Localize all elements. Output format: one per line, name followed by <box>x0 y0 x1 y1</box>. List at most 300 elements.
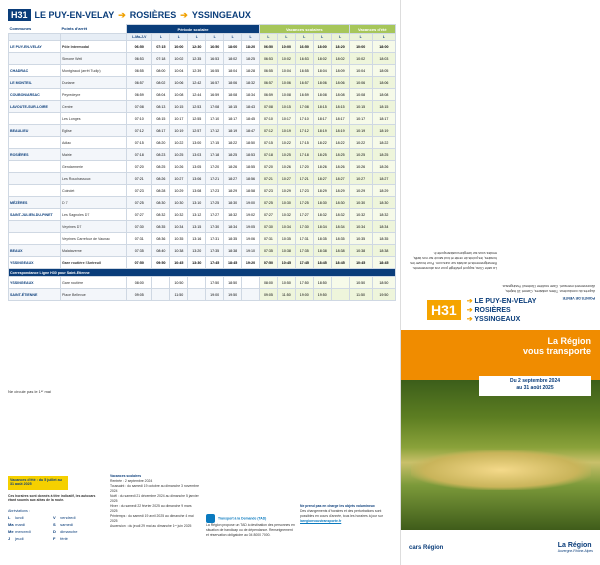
time-cell: 12:55 <box>188 113 206 125</box>
time-cell: 10:45 <box>349 257 372 269</box>
arrow-icon: ➔ <box>118 9 126 20</box>
stop-cell: Pôle Intermodal <box>61 41 127 53</box>
cars-region-logo: cars Région <box>409 544 444 551</box>
commune-cell: YSSINGEAUX <box>9 277 61 289</box>
time-cell <box>242 277 260 289</box>
time-cell: 18:34 <box>331 221 349 233</box>
time-cell: 18:47 <box>242 125 260 137</box>
day-header: L <box>170 34 188 41</box>
cover-footer <box>401 530 600 565</box>
validity-period <box>479 376 591 396</box>
table-row <box>9 173 396 185</box>
day-header: L <box>224 34 242 41</box>
time-cell: 18:26 <box>331 161 349 173</box>
date-line: Rentrée : 2 septembre 2024 <box>110 479 153 483</box>
time-cell: 18:08 <box>331 89 349 101</box>
time-cell: 18:30 <box>313 197 331 209</box>
commune-cell: LE MONTEIL <box>9 77 61 89</box>
time-cell: 07:15 <box>152 41 170 53</box>
time-cell: 18:22 <box>331 137 349 149</box>
time-cell: 10:25 <box>170 149 188 161</box>
time-cell: 16:53 <box>295 53 313 65</box>
time-cell: 18:08 <box>372 89 395 101</box>
time-cell: 18:38 <box>313 245 331 257</box>
time-cell: 19:05 <box>242 221 260 233</box>
time-cell: 17:12 <box>295 125 313 137</box>
stop-cell: Eglise <box>61 125 127 137</box>
day-header: L <box>277 34 295 41</box>
school-dates <box>110 474 200 529</box>
time-cell <box>331 289 349 301</box>
time-cell: 06:59 <box>127 89 152 101</box>
time-cell: 18:27 <box>331 173 349 185</box>
time-cell: 18:04 <box>224 65 242 77</box>
time-cell: 18:00 <box>224 41 242 53</box>
time-cell: 09:05 <box>127 289 152 301</box>
luggage-title: Ne prend pas en charge les objets volumineux <box>300 504 375 508</box>
commune-cell: CHADRAC <box>9 65 61 77</box>
banner-line1: La Région <box>547 336 591 346</box>
time-cell: 17:15 <box>295 137 313 149</box>
time-cell: 18:19 <box>331 125 349 137</box>
time-cell: 18:26 <box>313 161 331 173</box>
time-cell: 07:27 <box>127 209 152 221</box>
arrow-icon: ➔ <box>180 9 188 20</box>
day-header: L-Ma-J-V <box>127 34 152 41</box>
time-cell: 06:53 <box>127 53 152 65</box>
commune-cell: BEAULIEU <box>9 125 61 137</box>
time-cell: 18:32 <box>313 209 331 221</box>
time-cell <box>242 289 260 301</box>
time-cell: 18:53 <box>242 149 260 161</box>
table-row <box>9 53 396 65</box>
time-cell: 17:50 <box>206 277 224 289</box>
time-cell: 13:10 <box>188 197 206 209</box>
time-cell: 10:27 <box>277 173 295 185</box>
time-cell: 10:35 <box>277 233 295 245</box>
stop-cell: Montgiraud (arrêt Tudip) <box>61 65 127 77</box>
time-cell: 10:38 <box>170 245 188 257</box>
commune-cell <box>9 173 61 185</box>
time-cell: 07:31 <box>259 233 277 245</box>
stop-cell: Veyrines D7 <box>61 221 127 233</box>
commune-cell <box>9 161 61 173</box>
time-cell: 06:57 <box>259 77 277 89</box>
time-cell: 10:19 <box>277 125 295 137</box>
luggage-text: Des changements d'horaires et des perturbations sont possibles en cours d'année, tous les horaires à jour sur <box>300 509 383 518</box>
time-cell: 17:20 <box>206 161 224 173</box>
col-communes: Communes <box>9 25 61 34</box>
legend-item: S samedi <box>53 522 74 527</box>
group-summer: Vacances d'été <box>349 25 395 34</box>
period-start: Du 2 septembre 2024 <box>509 378 561 384</box>
table-row <box>9 113 396 125</box>
time-cell: 07:08 <box>127 101 152 113</box>
time-cell: 10:04 <box>349 65 372 77</box>
stop-cell: Simone Weil <box>61 53 127 65</box>
time-cell: 18:15 <box>331 101 349 113</box>
time-cell: 10:50 <box>170 277 188 289</box>
time-cell: 17:21 <box>295 173 313 185</box>
group-school: Période scolaire <box>127 25 260 34</box>
commune-cell: LE PUY-EN-VELAY <box>9 41 61 53</box>
table-row <box>9 65 396 77</box>
time-cell: 18:00 <box>372 41 395 53</box>
time-cell: 18:19 <box>224 125 242 137</box>
time-cell: 18:32 <box>372 209 395 221</box>
cover-l1: LE PUY-EN-VELAY <box>474 297 537 305</box>
day-header: L <box>349 34 372 41</box>
time-cell: 18:27 <box>224 173 242 185</box>
time-cell: 18:32 <box>331 209 349 221</box>
time-cell: 17:20 <box>295 161 313 173</box>
footnote: Ne circule pas le 1ᵉʳ mai <box>8 389 51 394</box>
time-cell: 10:22 <box>277 137 295 149</box>
time-cell: 19:50 <box>372 289 395 301</box>
time-cell: 07:25 <box>259 197 277 209</box>
stop-cell: Centre <box>61 101 127 113</box>
commune-cell <box>9 221 61 233</box>
time-cell: 18:35 <box>331 233 349 245</box>
time-cell: 17:18 <box>206 149 224 161</box>
time-cell: 08:13 <box>152 101 170 113</box>
legend-item: V vendredi <box>53 515 76 520</box>
landscape-photo <box>401 380 600 530</box>
time-cell: 18:45 <box>242 113 260 125</box>
time-cell: 18:22 <box>313 137 331 149</box>
time-cell: 18:50 <box>313 277 331 289</box>
day-header: L <box>313 34 331 41</box>
banner-line2: vous transporte <box>522 346 591 356</box>
time-cell: 10:35 <box>170 233 188 245</box>
day-header: L <box>242 34 260 41</box>
time-cell: 06:57 <box>127 77 152 89</box>
time-cell: 10:34 <box>277 221 295 233</box>
header <box>8 8 251 22</box>
time-cell: 18:00 <box>313 41 331 53</box>
time-cell <box>152 289 170 301</box>
commune-cell: YSSINGEAUX <box>9 257 61 269</box>
time-cell: 07:08 <box>259 101 277 113</box>
time-cell: 09:05 <box>259 289 277 301</box>
time-cell: 10:29 <box>170 185 188 197</box>
time-cell: 10:30 <box>170 197 188 209</box>
time-cell: 12:39 <box>188 65 206 77</box>
time-cell: 18:43 <box>242 101 260 113</box>
time-cell: 19:00 <box>242 197 260 209</box>
time-cell: 08:36 <box>152 233 170 245</box>
date-line: Hiver : du samedi 22 février 2025 au dimanche 9 mars 2025 <box>110 504 192 513</box>
group-holidays: Vacances scolaires <box>259 25 349 34</box>
time-cell: 10:17 <box>349 113 372 125</box>
time-cell: 18:45 <box>372 257 395 269</box>
time-cell: 18:15 <box>313 101 331 113</box>
time-cell: 18:50 <box>372 277 395 289</box>
time-cell: 08:00 <box>259 277 277 289</box>
time-cell: 18:02 <box>331 53 349 65</box>
time-cell: 08:15 <box>152 113 170 125</box>
time-cell: 10:25 <box>277 149 295 161</box>
time-cell: 07:50 <box>259 257 277 269</box>
time-cell: 10:32 <box>170 209 188 221</box>
time-cell: 10:19 <box>170 125 188 137</box>
time-cell: 07:10 <box>127 113 152 125</box>
time-cell: 10:04 <box>170 65 188 77</box>
time-cell: 18:35 <box>313 233 331 245</box>
time-cell: 10:29 <box>349 185 372 197</box>
cover-page <box>400 0 600 565</box>
stop-cell: Gendarmerie <box>61 161 127 173</box>
table-row <box>9 209 396 221</box>
commune-cell <box>9 113 61 125</box>
time-cell: 17:35 <box>206 245 224 257</box>
time-cell: 07:35 <box>259 245 277 257</box>
time-cell: 10:00 <box>277 41 295 53</box>
time-cell: 18:58 <box>242 185 260 197</box>
stop-cell: Veyrines Carrefour de Vaunac <box>61 233 127 245</box>
commune-cell: LAVOUTE-SUR-LOIRE <box>9 101 61 113</box>
time-cell: 13:12 <box>188 209 206 221</box>
time-cell: 18:22 <box>372 137 395 149</box>
time-cell: 17:25 <box>295 197 313 209</box>
col-points: Points d'arrêt <box>61 25 127 34</box>
time-cell: 16:59 <box>295 89 313 101</box>
time-cell: 18:50 <box>224 277 242 289</box>
time-cell: 07:23 <box>127 185 152 197</box>
time-cell: 10:08 <box>349 89 372 101</box>
day-header: L <box>188 34 206 41</box>
day-header: L <box>206 34 224 41</box>
header-to: YSSINGEAUX <box>191 10 251 20</box>
time-cell: 17:25 <box>206 197 224 209</box>
time-cell: 18:05 <box>372 65 395 77</box>
time-cell: 10:00 <box>170 41 188 53</box>
time-cell: 18:15 <box>372 101 395 113</box>
time-cell: 19:10 <box>242 245 260 257</box>
time-cell: 07:15 <box>127 137 152 149</box>
time-cell: 18:17 <box>331 113 349 125</box>
time-cell: 18:02 <box>313 53 331 65</box>
time-cell: 18:06 <box>313 77 331 89</box>
time-cell: 18:26 <box>224 161 242 173</box>
stop-cell: Duriane <box>61 77 127 89</box>
time-cell: 18:30 <box>372 197 395 209</box>
time-cell: 10:06 <box>277 77 295 89</box>
time-cell: 07:35 <box>127 245 152 257</box>
time-cell: 07:12 <box>259 125 277 137</box>
time-cell: 18:29 <box>372 185 395 197</box>
time-cell: 10:26 <box>277 161 295 173</box>
time-cell: 18:09 <box>331 65 349 77</box>
time-cell: 18:27 <box>372 173 395 185</box>
table-row <box>9 289 396 301</box>
time-cell: 10:34 <box>170 221 188 233</box>
time-cell: 10:30 <box>277 197 295 209</box>
cover-l3: YSSINGEAUX <box>474 315 521 323</box>
website-link[interactable]: laregionvoustransporte.fr <box>300 519 342 523</box>
time-cell: 10:08 <box>277 89 295 101</box>
time-cell: 19:00 <box>295 289 313 301</box>
time-cell: 06:55 <box>259 65 277 77</box>
time-cell: 10:15 <box>170 101 188 113</box>
time-cell: 08:40 <box>152 245 170 257</box>
time-cell: 19:06 <box>242 233 260 245</box>
time-cell: 10:25 <box>349 149 372 161</box>
time-cell: 10:50 <box>277 277 295 289</box>
time-cell: 17:21 <box>206 173 224 185</box>
stop-cell: Place Bellevue <box>61 289 127 301</box>
time-cell: 10:32 <box>277 209 295 221</box>
time-cell: 10:26 <box>170 161 188 173</box>
time-cell: 13:20 <box>188 245 206 257</box>
time-cell: 19:20 <box>242 257 260 269</box>
time-cell: 18:38 <box>372 245 395 257</box>
time-cell: 18:45 <box>331 257 349 269</box>
time-cell: 13:03 <box>188 149 206 161</box>
line-badge: H31 <box>8 9 31 21</box>
time-cell: 10:32 <box>349 209 372 221</box>
time-cell: 10:06 <box>349 77 372 89</box>
day-header: L <box>372 34 395 41</box>
time-cell: 17:23 <box>206 185 224 197</box>
time-cell: 10:15 <box>349 101 372 113</box>
time-cell: 18:45 <box>224 257 242 269</box>
region-logo-text: La Région <box>557 542 592 549</box>
time-cell: 18:25 <box>331 149 349 161</box>
time-cell: 10:17 <box>277 113 295 125</box>
oura-info: La carte Oùra, support privilégié pour vos abonnements. Renseignements et achats sur oura.com. Pour trouver les horaires, les points de vente et tout savoir sur nos tarifs, rendez-vous sur laregionvoustransporte.fr. <box>410 251 497 270</box>
time-cell: 07:10 <box>259 113 277 125</box>
time-cell: 18:17 <box>224 113 242 125</box>
time-cell <box>331 277 349 289</box>
time-cell: 11:50 <box>277 289 295 301</box>
period-end: au 31 août 2025 <box>516 385 554 391</box>
time-cell: 18:19 <box>372 125 395 137</box>
time-cell: 17:18 <box>295 149 313 161</box>
table-row <box>9 197 396 209</box>
table-row <box>9 245 396 257</box>
time-cell: 10:50 <box>349 277 372 289</box>
time-cell: 08:26 <box>152 173 170 185</box>
time-cell: 18:25 <box>313 149 331 161</box>
time-cell: 18:30 <box>331 197 349 209</box>
time-cell: 18:06 <box>331 77 349 89</box>
time-cell: 18:34 <box>224 221 242 233</box>
time-cell: 18:17 <box>372 113 395 125</box>
tad-text: La Région propose un TAD à destination des personnes en situation de handicap ou de dépendance. Renseignement et réservation obligatoire au 04 8000 7000. <box>206 523 295 537</box>
time-cell: 10:26 <box>349 161 372 173</box>
time-cell: 18:34 <box>313 221 331 233</box>
correspondence-title: Correspondance Ligne H30 pour Saint-Etienne <box>9 269 396 277</box>
time-cell: 17:27 <box>206 209 224 221</box>
date-line: Toussaint : du samedi 19 octobre au dimanche 3 novembre 2024 <box>110 484 199 493</box>
time-cell: 07:27 <box>259 209 277 221</box>
time-cell: 08:23 <box>152 149 170 161</box>
timetable <box>8 24 396 301</box>
time-cell: 16:55 <box>206 65 224 77</box>
time-cell: 07:20 <box>259 161 277 173</box>
time-cell: 10:45 <box>277 257 295 269</box>
time-cell: 07:18 <box>259 149 277 161</box>
time-cell: 16:59 <box>206 89 224 101</box>
time-cell: 16:57 <box>206 77 224 89</box>
time-cell: 10:38 <box>349 245 372 257</box>
table-row <box>9 277 396 289</box>
time-cell: 17:10 <box>295 113 313 125</box>
commune-cell <box>9 137 61 149</box>
time-cell: 18:20 <box>331 41 349 53</box>
time-cell: 18:29 <box>331 185 349 197</box>
time-cell: 10:17 <box>170 113 188 125</box>
time-cell: 13:16 <box>188 233 206 245</box>
day-header: L <box>152 34 170 41</box>
dates-title: Vacances scolaires <box>110 474 142 478</box>
time-cell <box>188 289 206 301</box>
time-cell: 10:35 <box>349 233 372 245</box>
table-row <box>9 77 396 89</box>
time-cell: 18:26 <box>372 161 395 173</box>
time-cell: 08:28 <box>152 185 170 197</box>
table-row <box>9 101 396 113</box>
commune-cell <box>9 53 61 65</box>
time-cell: 07:15 <box>259 137 277 149</box>
time-cell: 18:25 <box>372 149 395 161</box>
legend-item: Me mercredi <box>8 529 31 534</box>
time-cell: 08:20 <box>152 137 170 149</box>
time-cell: 07:21 <box>259 173 277 185</box>
time-cell: 18:17 <box>313 113 331 125</box>
time-cell: 07:23 <box>259 185 277 197</box>
time-cell: 07:12 <box>127 125 152 137</box>
stop-cell: Malataverne <box>61 245 127 257</box>
time-cell: 18:25 <box>242 53 260 65</box>
time-cell: 16:55 <box>295 65 313 77</box>
time-cell: 18:28 <box>242 65 260 77</box>
header-via: ROSIÈRES <box>129 10 177 20</box>
time-cell: 18:20 <box>242 41 260 53</box>
time-cell: 17:23 <box>295 185 313 197</box>
time-cell: 16:53 <box>206 53 224 65</box>
time-cell: 18:15 <box>224 101 242 113</box>
stop-cell: Gare routière l'Antreuil <box>61 257 127 269</box>
time-cell: 17:30 <box>206 221 224 233</box>
time-cell: 13:08 <box>188 185 206 197</box>
time-cell: 18:34 <box>372 221 395 233</box>
time-cell: 17:35 <box>295 245 313 257</box>
stop-cell: Adiac <box>61 137 127 149</box>
time-cell: 10:08 <box>170 89 188 101</box>
time-cell: 06:53 <box>259 53 277 65</box>
time-cell: 07:30 <box>127 221 152 233</box>
time-cell: 18:25 <box>224 149 242 161</box>
time-cell: 16:50 <box>295 41 313 53</box>
table-row <box>9 125 396 137</box>
table-row <box>9 161 396 173</box>
points-of-sale <box>501 200 595 300</box>
points-title: POINTS DE VENTE <box>562 296 595 300</box>
commune-cell <box>9 233 61 245</box>
abbreviations <box>8 509 98 541</box>
time-cell: 11:50 <box>349 289 372 301</box>
time-cell: 18:29 <box>313 185 331 197</box>
table-row <box>9 257 396 269</box>
time-cell: 18:38 <box>331 245 349 257</box>
commune-cell <box>9 185 61 197</box>
commune-cell: SAINT-JULIEN-DU-PINET <box>9 209 61 221</box>
day-header: L <box>295 34 313 41</box>
time-cell: 13:00 <box>188 137 206 149</box>
time-cell <box>188 277 206 289</box>
